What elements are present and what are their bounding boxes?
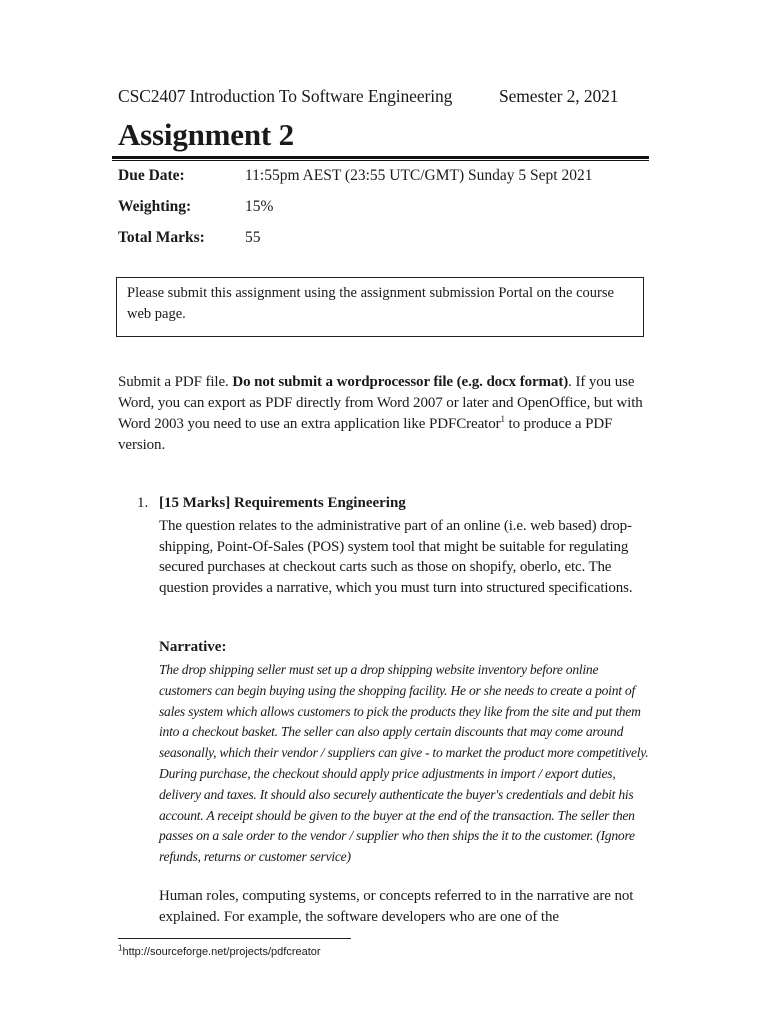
total-marks-label: Total Marks: — [118, 229, 205, 246]
footnote-separator — [118, 938, 351, 939]
due-date-value: 11:55pm AEST (23:55 UTC/GMT) Sunday 5 Sept 2021 — [245, 167, 593, 184]
footnote-ref: 1 — [500, 414, 505, 424]
question-marks: [15 Marks] — [159, 495, 231, 511]
submission-instructions — [118, 372, 648, 456]
course-header — [118, 86, 619, 107]
weighting-row — [118, 198, 274, 216]
question-body: The question relates to the administrative part of an online (i.e. web based) drop-shipping, Point-Of-Sales (POS) system tool that might be suitable for regulating secured purchases at checkout carts such as those on shopify, oberlo, etc. The question provides a narrative, which you must turn into structured specifications. — [159, 518, 633, 596]
submit-tail-text: to produce a PDF version. — [118, 416, 613, 453]
weighting-label: Weighting: — [118, 198, 192, 215]
weighting-value: 15% — [245, 198, 274, 215]
semester-label: Semester 2, 2021 — [499, 86, 619, 106]
page-title: Assignment 2 — [118, 117, 294, 152]
footnote — [118, 943, 321, 958]
total-marks-value: 55 — [245, 229, 261, 246]
course-title: CSC2407 Introduction To Software Engineering — [118, 86, 453, 106]
total-marks-row — [118, 229, 261, 247]
submit-warning-text: Do not submit a wordprocessor file (e.g. docx format) — [232, 374, 569, 390]
footnote-link-text: http://sourceforge.net/projects/pdfcreator — [122, 946, 321, 958]
narrative-label: Narrative: — [159, 639, 227, 655]
closing-paragraph: Human roles, computing systems, or concepts referred to in the narrative are not explained. For example, the software developers who are one of the — [159, 888, 634, 925]
narrative-text: The drop shipping seller must set up a drop shipping website inventory before online customers can begin buying using the shopping facility. He or she needs to create a point of sales system which allows customers to pick the products they like from the site and put them into a checkout basket. The seller can also apply certain discounts that may come around seasonally, which their vendor / suppliers can give - to market the product more competitively. During purchase, the checkout should apply price adjustments in import / export duties, delivery and taxes. It should also securely authenticate the buyer's credentials and debit his account. A receipt should be given to the buyer at the end of the transaction. The seller then passes on a sale order to the vendor / supplier who then ships the it to the customer. (Ignore refunds, returns or customer service) — [159, 662, 649, 865]
title-rule — [112, 156, 649, 159]
submit-lead-text: Submit a PDF file. — [118, 374, 233, 390]
question-number: 1. — [137, 495, 149, 511]
footnote-marker: 1 — [118, 943, 123, 953]
question-heading — [159, 495, 406, 512]
submission-notice-box: Please submit this assignment using the assignment submission Portal on the course web page. — [116, 277, 644, 337]
title-rule-thin — [112, 160, 649, 161]
due-date-label: Due Date: — [118, 167, 185, 184]
due-date-row — [118, 167, 593, 185]
question-topic: Requirements Engineering — [230, 495, 406, 511]
submit-rest-text: . If you use Word, you can export as PDF directly from Word 2007 or later and OpenOffice, but with Word 2003 you need to use an extra application like PDFCreator — [118, 374, 643, 432]
